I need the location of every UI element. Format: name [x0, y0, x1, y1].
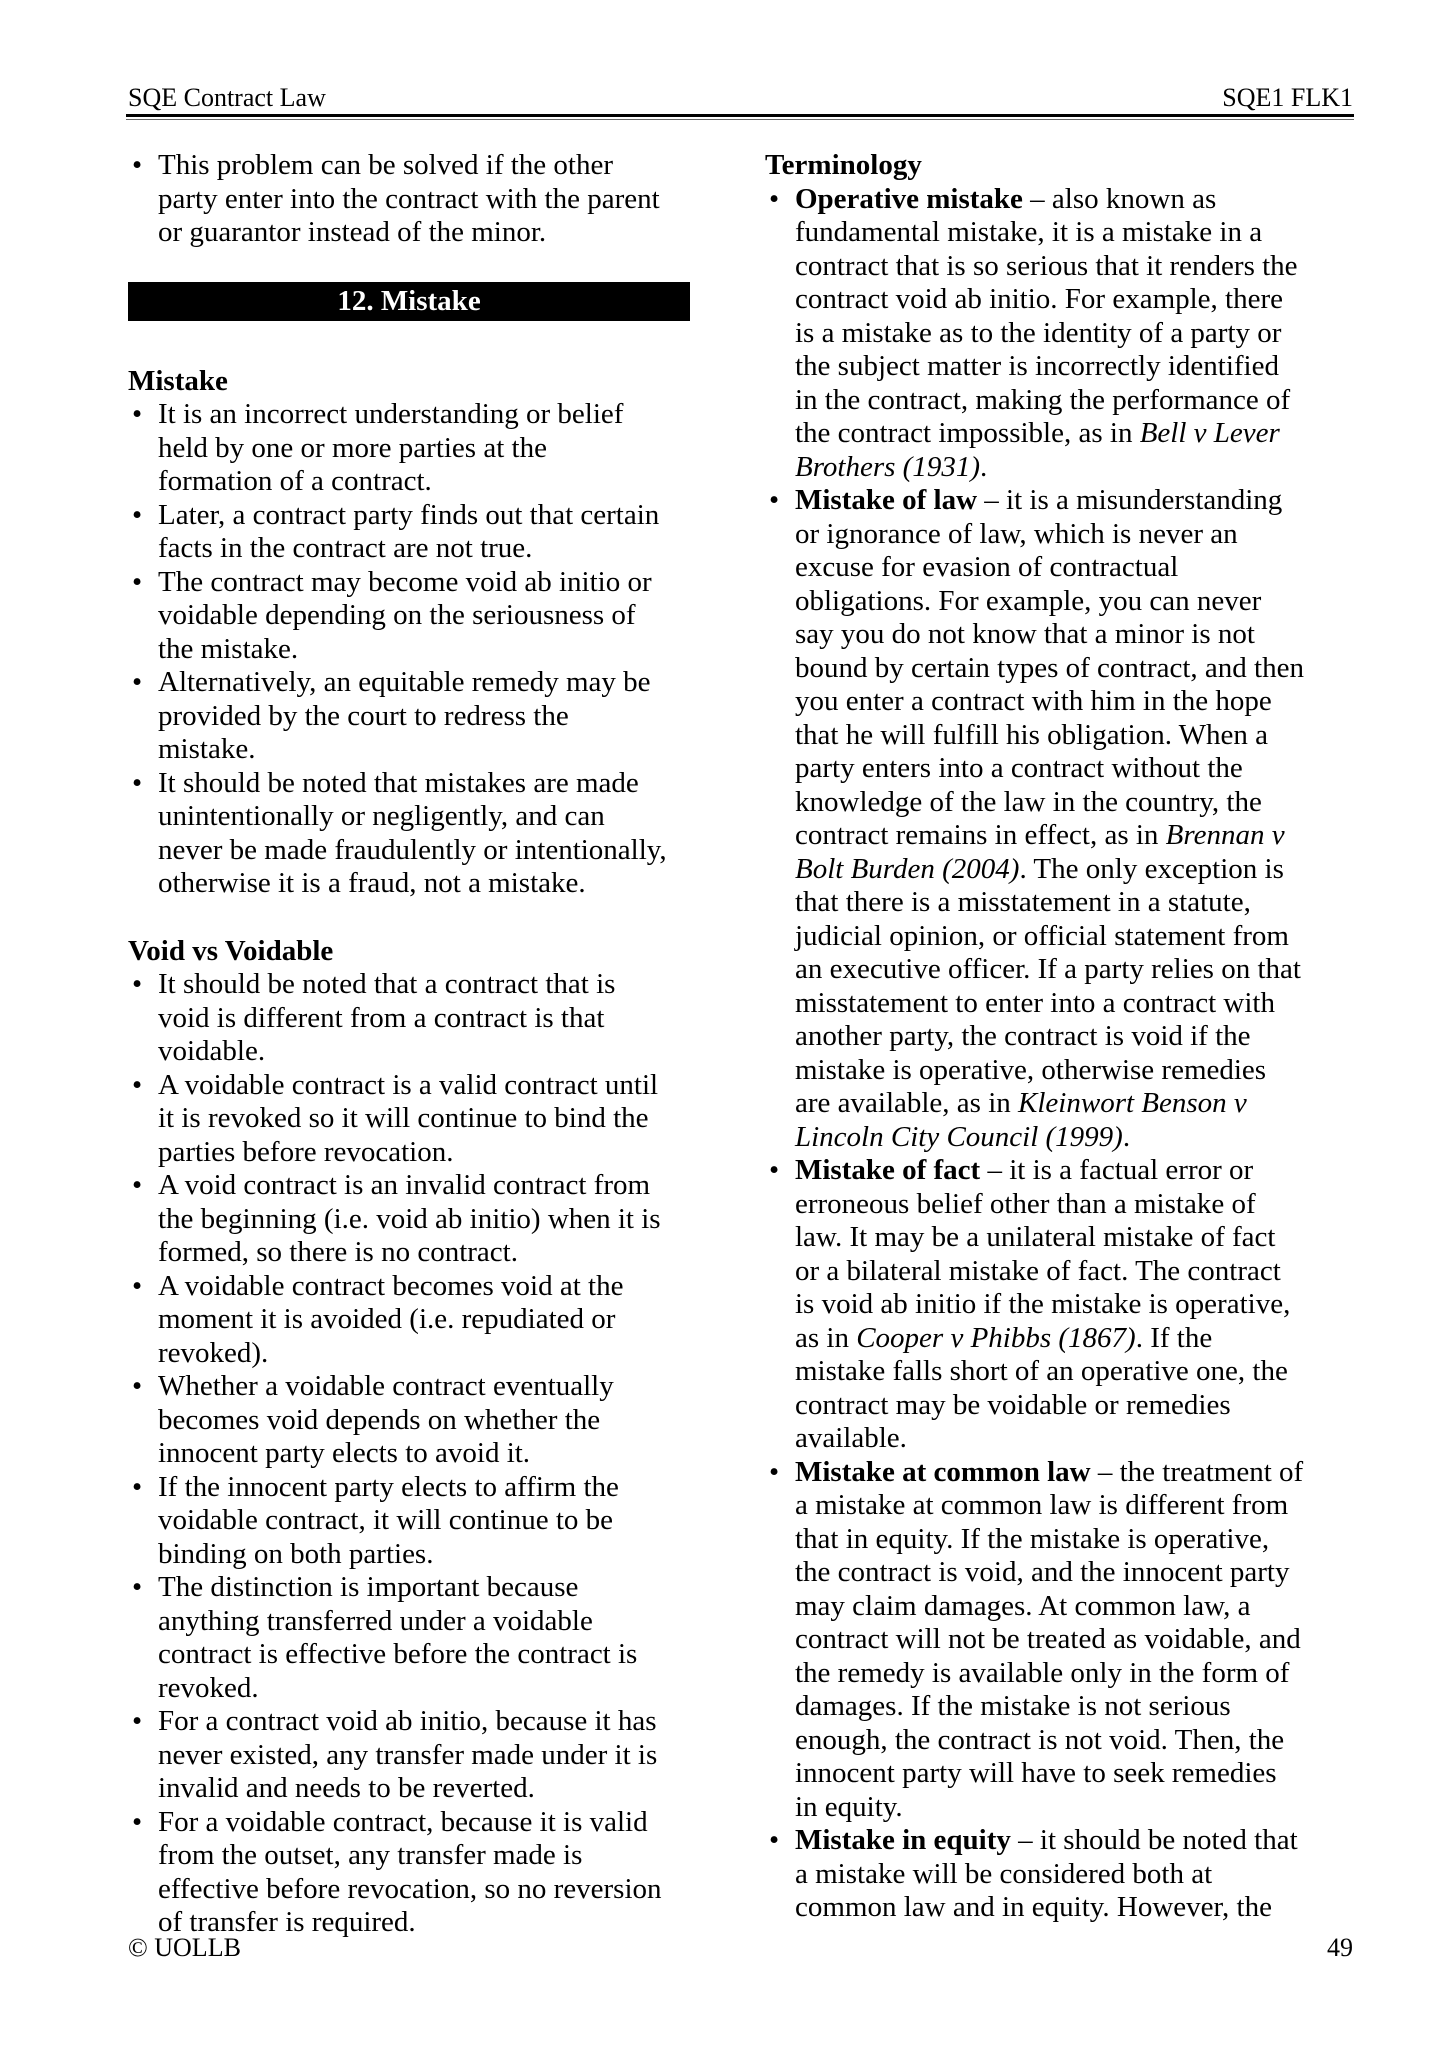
text-segment: Later, a contract party finds out that certain: [158, 498, 660, 531]
text-segment: contract that is so serious that it renders the: [795, 249, 1298, 282]
text-segment: party enters into a contract without the: [795, 752, 1243, 784]
text-segment: voidable contract, it will continue to be: [158, 1504, 614, 1536]
text-segment: Kleinwort Benson v: [1018, 1087, 1247, 1119]
text-segment: Bell v Lever: [1139, 417, 1280, 449]
text-segment: the contract is void, and the innocent party: [795, 1556, 1290, 1588]
text-segment: revoked.: [158, 1671, 259, 1704]
header-right-title: SQE1 FLK1: [1222, 83, 1353, 112]
text-segment: fundamental mistake, it is a mistake in a: [795, 216, 1263, 248]
text-segment: damages. If the mistake is not serious: [795, 1690, 1231, 1722]
text-segment: judicial opinion, or official statement from: [795, 919, 1289, 952]
text-segment: erroneous belief other than a mistake of: [795, 1187, 1256, 1220]
text-segment: voidable.: [158, 1035, 266, 1067]
bullet-item: [128, 1370, 690, 1471]
text-segment: knowledge of the law in the country, the: [795, 785, 1262, 818]
text-segment: common law and in equity. However, the: [795, 1891, 1272, 1923]
text-segment: that he will fulfill his obligation. When a: [795, 718, 1269, 751]
text-segment: It should be noted that a contract that is: [158, 968, 616, 1000]
text-segment: that in equity. If the mistake is operative,: [795, 1522, 1270, 1555]
text-segment: The contract may become void ab initio or: [158, 565, 652, 598]
text-segment: .: [1122, 1120, 1131, 1153]
bullet-item: [128, 968, 690, 1069]
text-segment: This problem can be solved if the other: [158, 149, 614, 181]
text-segment: contract may be voidable or remedies: [795, 1388, 1231, 1421]
text-segment: A voidable contract becomes void at the: [158, 1269, 624, 1302]
columns: [128, 149, 1353, 1940]
text-segment: effective before revocation, so no reversion: [158, 1872, 662, 1905]
text-segment: formed, so there is no contract.: [158, 1236, 518, 1268]
text-segment: mistake falls short of an operative one, the: [795, 1355, 1288, 1387]
text-segment: . If the: [1135, 1321, 1213, 1354]
text-segment: from the outset, any transfer made is: [158, 1839, 583, 1871]
page-header: [128, 84, 1353, 112]
text-segment: mistake is operative, otherwise remedies: [795, 1053, 1267, 1086]
bullet-list: [128, 398, 690, 901]
text-segment: obligations. For example, you can never: [795, 584, 1262, 617]
text-segment: A voidable contract is a valid contract until: [158, 1068, 659, 1101]
footer-page-number: 49: [1327, 1933, 1353, 1962]
text-segment: If the innocent party elects to affirm the: [158, 1470, 619, 1503]
text-segment: law. It may be a unilateral mistake of fact: [795, 1221, 1276, 1253]
text-segment: It should be noted that mistakes are made: [158, 766, 639, 799]
bullet-item: [128, 1571, 690, 1705]
bullet-item: [128, 398, 690, 499]
text-segment: Whether a voidable contract eventually: [158, 1370, 614, 1402]
bullet-item: [128, 666, 690, 767]
left-column: [128, 149, 690, 1940]
section-banner: 12. Mistake: [128, 282, 690, 321]
text-segment: never be made fraudulently or intentionally,: [158, 833, 667, 866]
text-segment: the subject matter is incorrectly identified: [795, 350, 1279, 382]
bullet-item: [128, 499, 690, 566]
text-segment: bound by certain types of contract, and then: [795, 651, 1304, 684]
text-segment: held by one or more parties at the: [158, 431, 547, 464]
text-segment: are available, as in: [795, 1087, 1019, 1119]
text-segment: parties before revocation.: [158, 1135, 454, 1168]
text-segment: The distinction is important because: [158, 1571, 579, 1603]
bullet-item: [765, 484, 1353, 1154]
header-left-title: SQE Contract Law: [128, 83, 326, 112]
text-segment: .: [980, 450, 988, 483]
bullet-item: [128, 1169, 690, 1270]
text-segment: moment it is avoided (i.e. repudiated or: [158, 1303, 616, 1335]
text-segment: contract void ab initio. For example, there: [795, 283, 1284, 315]
text-segment: void is different from a contract is that: [158, 1001, 605, 1034]
text-segment: For a voidable contract, because it is valid: [158, 1805, 648, 1838]
text-segment: enough, the contract is not void. Then, the: [795, 1723, 1285, 1756]
text-segment: Alternatively, an equitable remedy may be: [158, 666, 651, 698]
text-segment: of transfer is required.: [158, 1906, 416, 1938]
text-segment: . The only exception is: [1019, 852, 1284, 885]
text-segment: Cooper v Phibbs (1867): [856, 1321, 1136, 1354]
text-segment: otherwise it is a fraud, not a mistake.: [158, 867, 586, 899]
bullet-item: [128, 1069, 690, 1170]
bullet-item: [765, 1824, 1353, 1925]
text-segment: For a contract void ab initio, because it has: [158, 1705, 657, 1737]
text-segment: party enter into the contract with the parent: [158, 182, 660, 215]
text-segment: innocent party elects to avoid it.: [158, 1437, 531, 1469]
text-segment: the beginning (i.e. void ab initio) when it is: [158, 1202, 661, 1235]
section-heading: Void vs Voidable: [128, 934, 334, 967]
text-segment: – it is a factual error or: [980, 1154, 1254, 1186]
bullet-item: [128, 566, 690, 667]
text-segment: misstatement to enter into a contract with: [795, 986, 1275, 1019]
bullet-list: [128, 968, 690, 1940]
text-segment: as in: [795, 1321, 857, 1354]
right-column: [765, 149, 1353, 1940]
text-segment: the contract impossible, as in: [795, 417, 1140, 449]
text-segment: the remedy is available only in the form of: [795, 1656, 1290, 1689]
text-segment: an executive officer. If a party relies on that: [795, 953, 1301, 985]
text-segment: say you do not know that a minor is not: [795, 618, 1255, 650]
text-segment: innocent party will have to seek remedies: [795, 1757, 1277, 1789]
section-heading: Mistake: [128, 364, 228, 397]
text-segment: – the treatment of: [1090, 1455, 1304, 1488]
text-segment: is a mistake as to the identity of a party or: [795, 316, 1282, 349]
text-segment: becomes void depends on whether the: [158, 1403, 601, 1436]
text-segment: in the contract, making the performance of: [795, 383, 1291, 416]
text-segment: provided by the court to redress the: [158, 699, 569, 732]
bullet-item: [128, 1270, 690, 1371]
text-segment: contract will not be treated as voidable, and: [795, 1623, 1301, 1655]
text-segment: facts in the contract are not true.: [158, 532, 533, 564]
text-segment: Bolt Burden (2004): [795, 852, 1020, 885]
text-segment: unintentionally or negligently, and can: [158, 800, 605, 832]
text-segment: binding on both parties.: [158, 1537, 434, 1570]
text-segment: Brennan v: [1165, 819, 1285, 851]
bullet-item: [128, 1806, 690, 1940]
bullet-item: [128, 1471, 690, 1572]
text-segment: Mistake in equity: [795, 1824, 1011, 1856]
text-segment: another party, the contract is void if the: [795, 1020, 1251, 1052]
text-segment: – it is a misunderstanding: [977, 484, 1283, 516]
bullet-list: [128, 149, 690, 250]
text-segment: is void ab initio if the mistake is operative,: [795, 1288, 1291, 1320]
text-segment: available.: [795, 1422, 907, 1454]
bullet-list: [765, 183, 1353, 1925]
text-segment: – it should be noted that: [1010, 1824, 1298, 1856]
text-segment: in equity.: [795, 1790, 903, 1823]
bullet-item: [765, 1154, 1353, 1456]
text-segment: mistake.: [158, 733, 256, 765]
bullet-item: [128, 767, 690, 901]
page-footer: [128, 1933, 1353, 1963]
text-segment: that there is a misstatement in a statute,: [795, 886, 1251, 918]
text-segment: revoked).: [158, 1336, 269, 1369]
text-segment: or ignorance of law, which is never an: [795, 517, 1238, 550]
text-segment: It is an incorrect understanding or belief: [158, 398, 624, 430]
text-segment: A void contract is an invalid contract from: [158, 1169, 651, 1201]
text-segment: – also known as: [1022, 182, 1217, 215]
text-segment: the mistake.: [158, 632, 299, 665]
header-rule: [126, 114, 1354, 120]
text-segment: Brothers (1931): [795, 450, 980, 483]
text-segment: or guarantor instead of the minor.: [158, 216, 547, 248]
text-segment: contract is effective before the contract is: [158, 1638, 638, 1670]
section-heading: Terminology: [765, 149, 922, 181]
bullet-item: [128, 1705, 690, 1806]
text-segment: never existed, any transfer made under it is: [158, 1738, 658, 1771]
text-segment: Mistake at common law: [795, 1455, 1091, 1488]
text-segment: invalid and needs to be reverted.: [158, 1772, 535, 1804]
text-segment: contract remains in effect, as in: [795, 819, 1166, 851]
text-segment: it is revoked so it will continue to bind the: [158, 1102, 649, 1134]
text-segment: anything transferred under a voidable: [158, 1604, 593, 1637]
text-segment: a mistake at common law is different from: [795, 1489, 1289, 1521]
text-segment: you enter a contract with him in the hope: [795, 685, 1272, 717]
text-segment: may claim damages. At common law, a: [795, 1589, 1251, 1622]
bullet-item: [128, 149, 690, 250]
text-segment: voidable depending on the seriousness of: [158, 599, 636, 631]
bullet-item: [765, 1456, 1353, 1825]
text-segment: Lincoln City Council (1999): [795, 1120, 1123, 1153]
bullet-item: [765, 183, 1353, 485]
text-segment: Mistake of fact: [795, 1154, 981, 1186]
text-segment: formation of a contract.: [158, 465, 432, 497]
text-segment: a mistake will be considered both at: [795, 1857, 1213, 1890]
text-segment: excuse for evasion of contractual: [795, 551, 1179, 583]
text-segment: Operative mistake: [795, 182, 1023, 215]
text-segment: Mistake of law: [795, 484, 978, 516]
footer-copyright: © UOLLB: [128, 1933, 241, 1962]
text-segment: or a bilateral mistake of fact. The contract: [795, 1254, 1281, 1287]
